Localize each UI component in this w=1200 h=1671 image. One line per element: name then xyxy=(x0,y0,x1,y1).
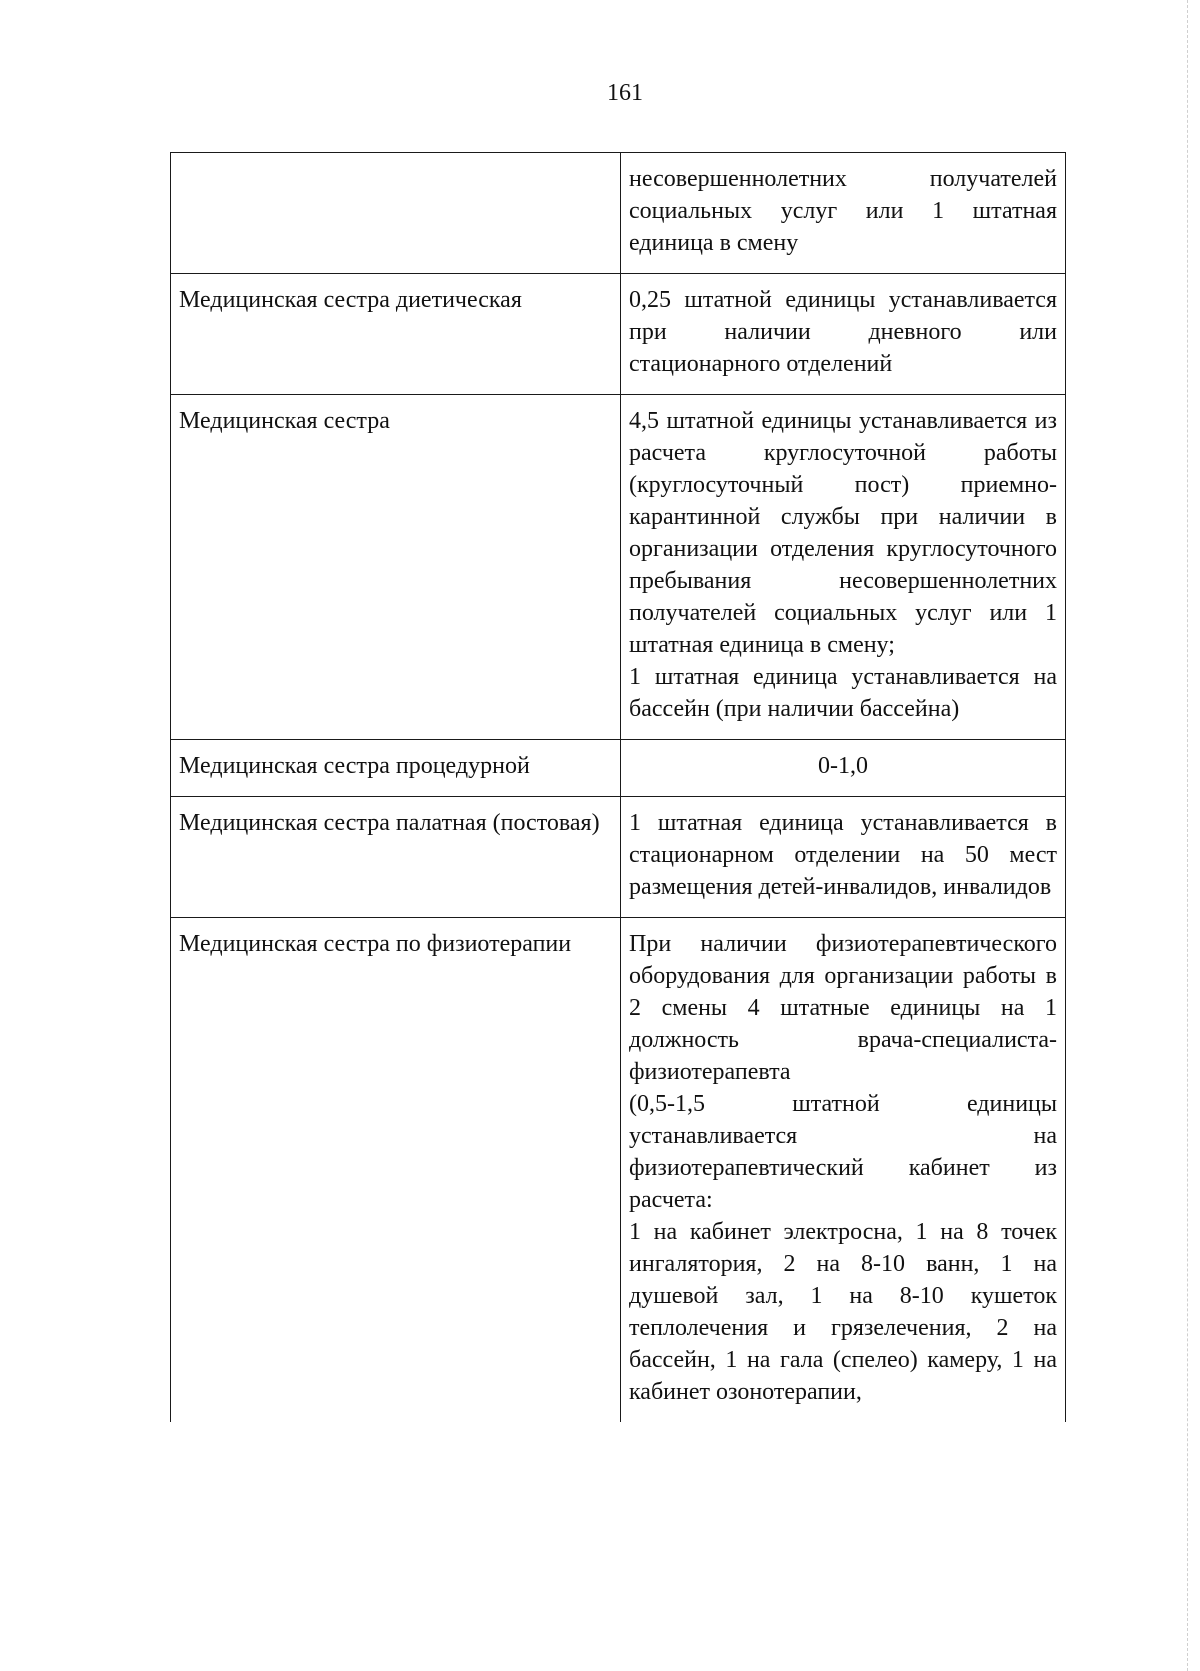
position-cell: Медицинская сестра процедурной xyxy=(171,740,621,797)
table-row xyxy=(171,274,1066,395)
position-cell xyxy=(171,153,621,274)
norm-text: (0,5-1,5 штатной единицы устанавливается на физиотерапевтический кабинет из расчета: xyxy=(629,1091,1057,1213)
norm-cell xyxy=(621,153,1066,274)
position-cell: Медицинская сестра палатная (постовая) xyxy=(171,797,621,918)
norm-text: 1 штатная единица устанавливается на бассейн (при наличии бассейна) xyxy=(629,664,1057,722)
position-cell: Медицинская сестра диетическая xyxy=(171,274,621,395)
norm-text: При наличии физиотерапевтического оборудования для организации работы в 2 смены 4 штатные единицы на 1 должность врача-специалиста-физиотерапевта xyxy=(629,931,1057,1085)
norm-text: несовершеннолетних получателей социальных услуг или 1 штатная единица в смену xyxy=(629,166,1057,256)
norm-text: 1 на кабинет электросна, 1 на 8 точек ингалятория, 2 на 8-10 ванн, 1 на душевой зал, 1 на 8-10 кушеток теплолечения и грязелечения, 2 на бассейн, 1 на гала (спелео) камеру, 1 на кабинет озонотерапии, xyxy=(629,1219,1057,1405)
norm-cell xyxy=(621,395,1066,740)
table-row xyxy=(171,797,1066,918)
norm-cell xyxy=(621,918,1066,1423)
page-number: 161 xyxy=(607,80,643,106)
position-cell: Медицинская сестра xyxy=(171,395,621,740)
table-row xyxy=(171,153,1066,274)
norm-cell xyxy=(621,740,1066,797)
position-cell: Медицинская сестра по физиотерапии xyxy=(171,918,621,1423)
norm-text: 4,5 штатной единицы устанавливается из расчета круглосуточной работы (круглосуточный пост) приемно-карантинной службы при наличии в организации отделения круглосуточного пребывания несовершеннолетних получателей социальных услуг или 1 штатная единица в смену; xyxy=(629,408,1057,658)
scan-edge-mark xyxy=(1187,0,1188,1671)
norm-text: 0-1,0 xyxy=(818,753,868,779)
norm-text: 0,25 штатной единицы устанавливается при наличии дневного или стационарного отделений xyxy=(629,287,1057,377)
table-row xyxy=(171,395,1066,740)
norm-text: 1 штатная единица устанавливается в стационарном отделении на 50 мест размещения детей-инвалидов, инвалидов xyxy=(629,810,1057,900)
norm-cell xyxy=(621,274,1066,395)
norm-cell xyxy=(621,797,1066,918)
table-row xyxy=(171,740,1066,797)
table-row xyxy=(171,918,1066,1423)
staffing-table xyxy=(170,152,1066,1422)
